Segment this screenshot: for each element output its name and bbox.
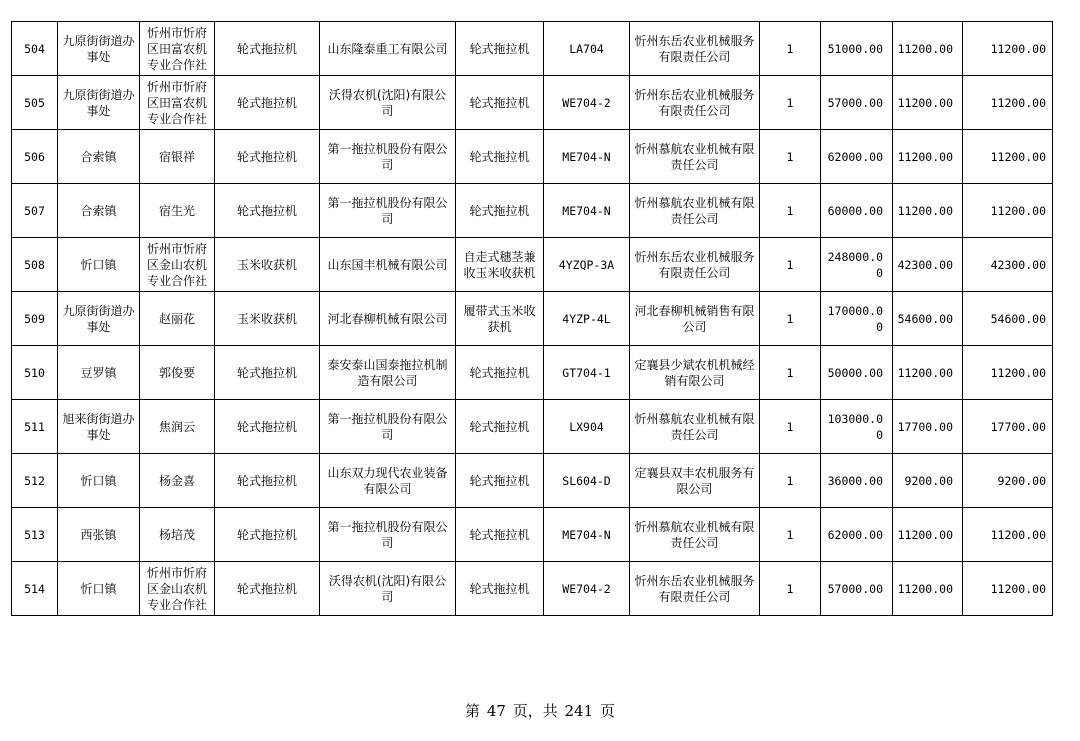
- subsidy-total-cell: 54600.00: [963, 292, 1053, 346]
- machine-type-cell: 轮式拖拉机: [215, 184, 320, 238]
- quantity-cell: 1: [760, 454, 821, 508]
- table-row: [12, 562, 1053, 616]
- subsidy-total-cell: 11200.00: [963, 562, 1053, 616]
- table-row: [12, 76, 1053, 130]
- manufacturer-cell: 山东双力现代农业装备有限公司: [320, 454, 456, 508]
- table-row: [12, 400, 1053, 454]
- buyer-cell: 赵丽花: [140, 292, 215, 346]
- quantity-cell: 1: [760, 292, 821, 346]
- subsidy-total-cell: 11200.00: [963, 22, 1053, 76]
- quantity-cell: 1: [760, 400, 821, 454]
- table-row: [12, 130, 1053, 184]
- subsidy-per-unit-cell: 11200.00: [893, 508, 963, 562]
- model-cell: WE704-2: [544, 562, 630, 616]
- product-name-cell: 轮式拖拉机: [456, 400, 544, 454]
- table-row: [12, 238, 1053, 292]
- buyer-cell: 郭俊要: [140, 346, 215, 400]
- town-cell: 豆罗镇: [58, 346, 140, 400]
- quantity-cell: 1: [760, 238, 821, 292]
- machine-type-cell: 轮式拖拉机: [215, 508, 320, 562]
- model-cell: ME704-N: [544, 130, 630, 184]
- quantity-cell: 1: [760, 76, 821, 130]
- town-cell: 西张镇: [58, 508, 140, 562]
- price-cell: 57000.00: [821, 76, 893, 130]
- model-cell: 4YZQP-3A: [544, 238, 630, 292]
- table-body: [12, 22, 1053, 616]
- model-cell: ME704-N: [544, 184, 630, 238]
- price-cell: 103000.00: [821, 400, 893, 454]
- product-name-cell: 轮式拖拉机: [456, 22, 544, 76]
- seq-cell: 506: [12, 130, 58, 184]
- product-name-cell: 自走式穗茎兼收玉米收获机: [456, 238, 544, 292]
- subsidy-per-unit-cell: 9200.00: [893, 454, 963, 508]
- quantity-cell: 1: [760, 22, 821, 76]
- product-name-cell: 轮式拖拉机: [456, 130, 544, 184]
- buyer-cell: 杨金喜: [140, 454, 215, 508]
- product-name-cell: 轮式拖拉机: [456, 508, 544, 562]
- seq-cell: 507: [12, 184, 58, 238]
- machine-type-cell: 轮式拖拉机: [215, 346, 320, 400]
- manufacturer-cell: 第一拖拉机股份有限公司: [320, 130, 456, 184]
- buyer-cell: 宿银祥: [140, 130, 215, 184]
- town-cell: 合索镇: [58, 130, 140, 184]
- model-cell: GT704-1: [544, 346, 630, 400]
- town-cell: 忻口镇: [58, 454, 140, 508]
- dealer-cell: 河北春柳机械销售有限公司: [630, 292, 760, 346]
- price-cell: 62000.00: [821, 508, 893, 562]
- product-name-cell: 轮式拖拉机: [456, 76, 544, 130]
- dealer-cell: 忻州东岳农业机械服务有限责任公司: [630, 76, 760, 130]
- quantity-cell: 1: [760, 184, 821, 238]
- dealer-cell: 忻州慕航农业机械有限责任公司: [630, 184, 760, 238]
- subsidy-total-cell: 11200.00: [963, 508, 1053, 562]
- table-row: [12, 292, 1053, 346]
- town-cell: 旭来街街道办事处: [58, 400, 140, 454]
- model-cell: WE704-2: [544, 76, 630, 130]
- quantity-cell: 1: [760, 508, 821, 562]
- buyer-cell: 焦润云: [140, 400, 215, 454]
- manufacturer-cell: 沃得农机(沈阳)有限公司: [320, 76, 456, 130]
- dealer-cell: 定襄县双丰农机服务有限公司: [630, 454, 760, 508]
- dealer-cell: 忻州东岳农业机械服务有限责任公司: [630, 238, 760, 292]
- product-name-cell: 轮式拖拉机: [456, 184, 544, 238]
- subsidy-per-unit-cell: 11200.00: [893, 22, 963, 76]
- table-row: [12, 454, 1053, 508]
- machine-type-cell: 轮式拖拉机: [215, 454, 320, 508]
- subsidy-table: [11, 21, 1053, 616]
- price-cell: 36000.00: [821, 454, 893, 508]
- subsidy-total-cell: 9200.00: [963, 454, 1053, 508]
- subsidy-per-unit-cell: 11200.00: [893, 130, 963, 184]
- table-row: [12, 22, 1053, 76]
- town-cell: 九原街街道办事处: [58, 292, 140, 346]
- price-cell: 57000.00: [821, 562, 893, 616]
- buyer-cell: 杨培茂: [140, 508, 215, 562]
- subsidy-total-cell: 11200.00: [963, 130, 1053, 184]
- footer-prefix: 第: [465, 702, 481, 720]
- price-cell: 248000.00: [821, 238, 893, 292]
- seq-cell: 508: [12, 238, 58, 292]
- subsidy-per-unit-cell: 42300.00: [893, 238, 963, 292]
- product-name-cell: 轮式拖拉机: [456, 346, 544, 400]
- table-row: [12, 184, 1053, 238]
- subsidy-total-cell: 11200.00: [963, 184, 1053, 238]
- subsidy-per-unit-cell: 11200.00: [893, 184, 963, 238]
- subsidy-per-unit-cell: 17700.00: [893, 400, 963, 454]
- table-row: [12, 346, 1053, 400]
- machine-type-cell: 轮式拖拉机: [215, 562, 320, 616]
- town-cell: 合索镇: [58, 184, 140, 238]
- manufacturer-cell: 第一拖拉机股份有限公司: [320, 184, 456, 238]
- seq-cell: 504: [12, 22, 58, 76]
- model-cell: SL604-D: [544, 454, 630, 508]
- price-cell: 170000.00: [821, 292, 893, 346]
- price-cell: 62000.00: [821, 130, 893, 184]
- subsidy-per-unit-cell: 54600.00: [893, 292, 963, 346]
- quantity-cell: 1: [760, 562, 821, 616]
- manufacturer-cell: 第一拖拉机股份有限公司: [320, 400, 456, 454]
- buyer-cell: 忻州市忻府区田富农机专业合作社: [140, 76, 215, 130]
- subsidy-total-cell: 17700.00: [963, 400, 1053, 454]
- machine-type-cell: 玉米收获机: [215, 238, 320, 292]
- price-cell: 50000.00: [821, 346, 893, 400]
- subsidy-total-cell: 42300.00: [963, 238, 1053, 292]
- subsidy-total-cell: 11200.00: [963, 346, 1053, 400]
- subsidy-per-unit-cell: 11200.00: [893, 76, 963, 130]
- manufacturer-cell: 沃得农机(沈阳)有限公司: [320, 562, 456, 616]
- machine-type-cell: 玉米收获机: [215, 292, 320, 346]
- seq-cell: 510: [12, 346, 58, 400]
- product-name-cell: 履带式玉米收获机: [456, 292, 544, 346]
- subsidy-total-cell: 11200.00: [963, 76, 1053, 130]
- machine-type-cell: 轮式拖拉机: [215, 400, 320, 454]
- page-footer: [0, 700, 1080, 721]
- table-row: [12, 508, 1053, 562]
- manufacturer-cell: 河北春柳机械有限公司: [320, 292, 456, 346]
- dealer-cell: 定襄县少斌农机机械经销有限公司: [630, 346, 760, 400]
- buyer-cell: 宿生光: [140, 184, 215, 238]
- price-cell: 51000.00: [821, 22, 893, 76]
- subsidy-per-unit-cell: 11200.00: [893, 562, 963, 616]
- manufacturer-cell: 第一拖拉机股份有限公司: [320, 508, 456, 562]
- manufacturer-cell: 山东国丰机械有限公司: [320, 238, 456, 292]
- footer-middle: 页，共: [512, 702, 558, 720]
- machine-type-cell: 轮式拖拉机: [215, 76, 320, 130]
- product-name-cell: 轮式拖拉机: [456, 454, 544, 508]
- manufacturer-cell: 山东隆泰重工有限公司: [320, 22, 456, 76]
- dealer-cell: 忻州东岳农业机械服务有限责任公司: [630, 22, 760, 76]
- town-cell: 九原街街道办事处: [58, 76, 140, 130]
- model-cell: LX904: [544, 400, 630, 454]
- quantity-cell: 1: [760, 346, 821, 400]
- footer-total-pages: 241: [564, 702, 594, 720]
- buyer-cell: 忻州市忻府区田富农机专业合作社: [140, 22, 215, 76]
- dealer-cell: 忻州东岳农业机械服务有限责任公司: [630, 562, 760, 616]
- buyer-cell: 忻州市忻府区金山农机专业合作社: [140, 238, 215, 292]
- town-cell: 忻口镇: [58, 238, 140, 292]
- model-cell: LA704: [544, 22, 630, 76]
- price-cell: 60000.00: [821, 184, 893, 238]
- buyer-cell: 忻州市忻府区金山农机专业合作社: [140, 562, 215, 616]
- quantity-cell: 1: [760, 130, 821, 184]
- model-cell: 4YZP-4L: [544, 292, 630, 346]
- machine-type-cell: 轮式拖拉机: [215, 130, 320, 184]
- model-cell: ME704-N: [544, 508, 630, 562]
- footer-suffix: 页: [599, 702, 615, 720]
- seq-cell: 514: [12, 562, 58, 616]
- dealer-cell: 忻州慕航农业机械有限责任公司: [630, 130, 760, 184]
- seq-cell: 512: [12, 454, 58, 508]
- town-cell: 九原街街道办事处: [58, 22, 140, 76]
- seq-cell: 509: [12, 292, 58, 346]
- machine-type-cell: 轮式拖拉机: [215, 22, 320, 76]
- manufacturer-cell: 泰安泰山国泰拖拉机制造有限公司: [320, 346, 456, 400]
- seq-cell: 505: [12, 76, 58, 130]
- dealer-cell: 忻州慕航农业机械有限责任公司: [630, 400, 760, 454]
- seq-cell: 511: [12, 400, 58, 454]
- town-cell: 忻口镇: [58, 562, 140, 616]
- seq-cell: 513: [12, 508, 58, 562]
- footer-page-number: 47: [486, 702, 506, 720]
- product-name-cell: 轮式拖拉机: [456, 562, 544, 616]
- dealer-cell: 忻州慕航农业机械有限责任公司: [630, 508, 760, 562]
- subsidy-per-unit-cell: 11200.00: [893, 346, 963, 400]
